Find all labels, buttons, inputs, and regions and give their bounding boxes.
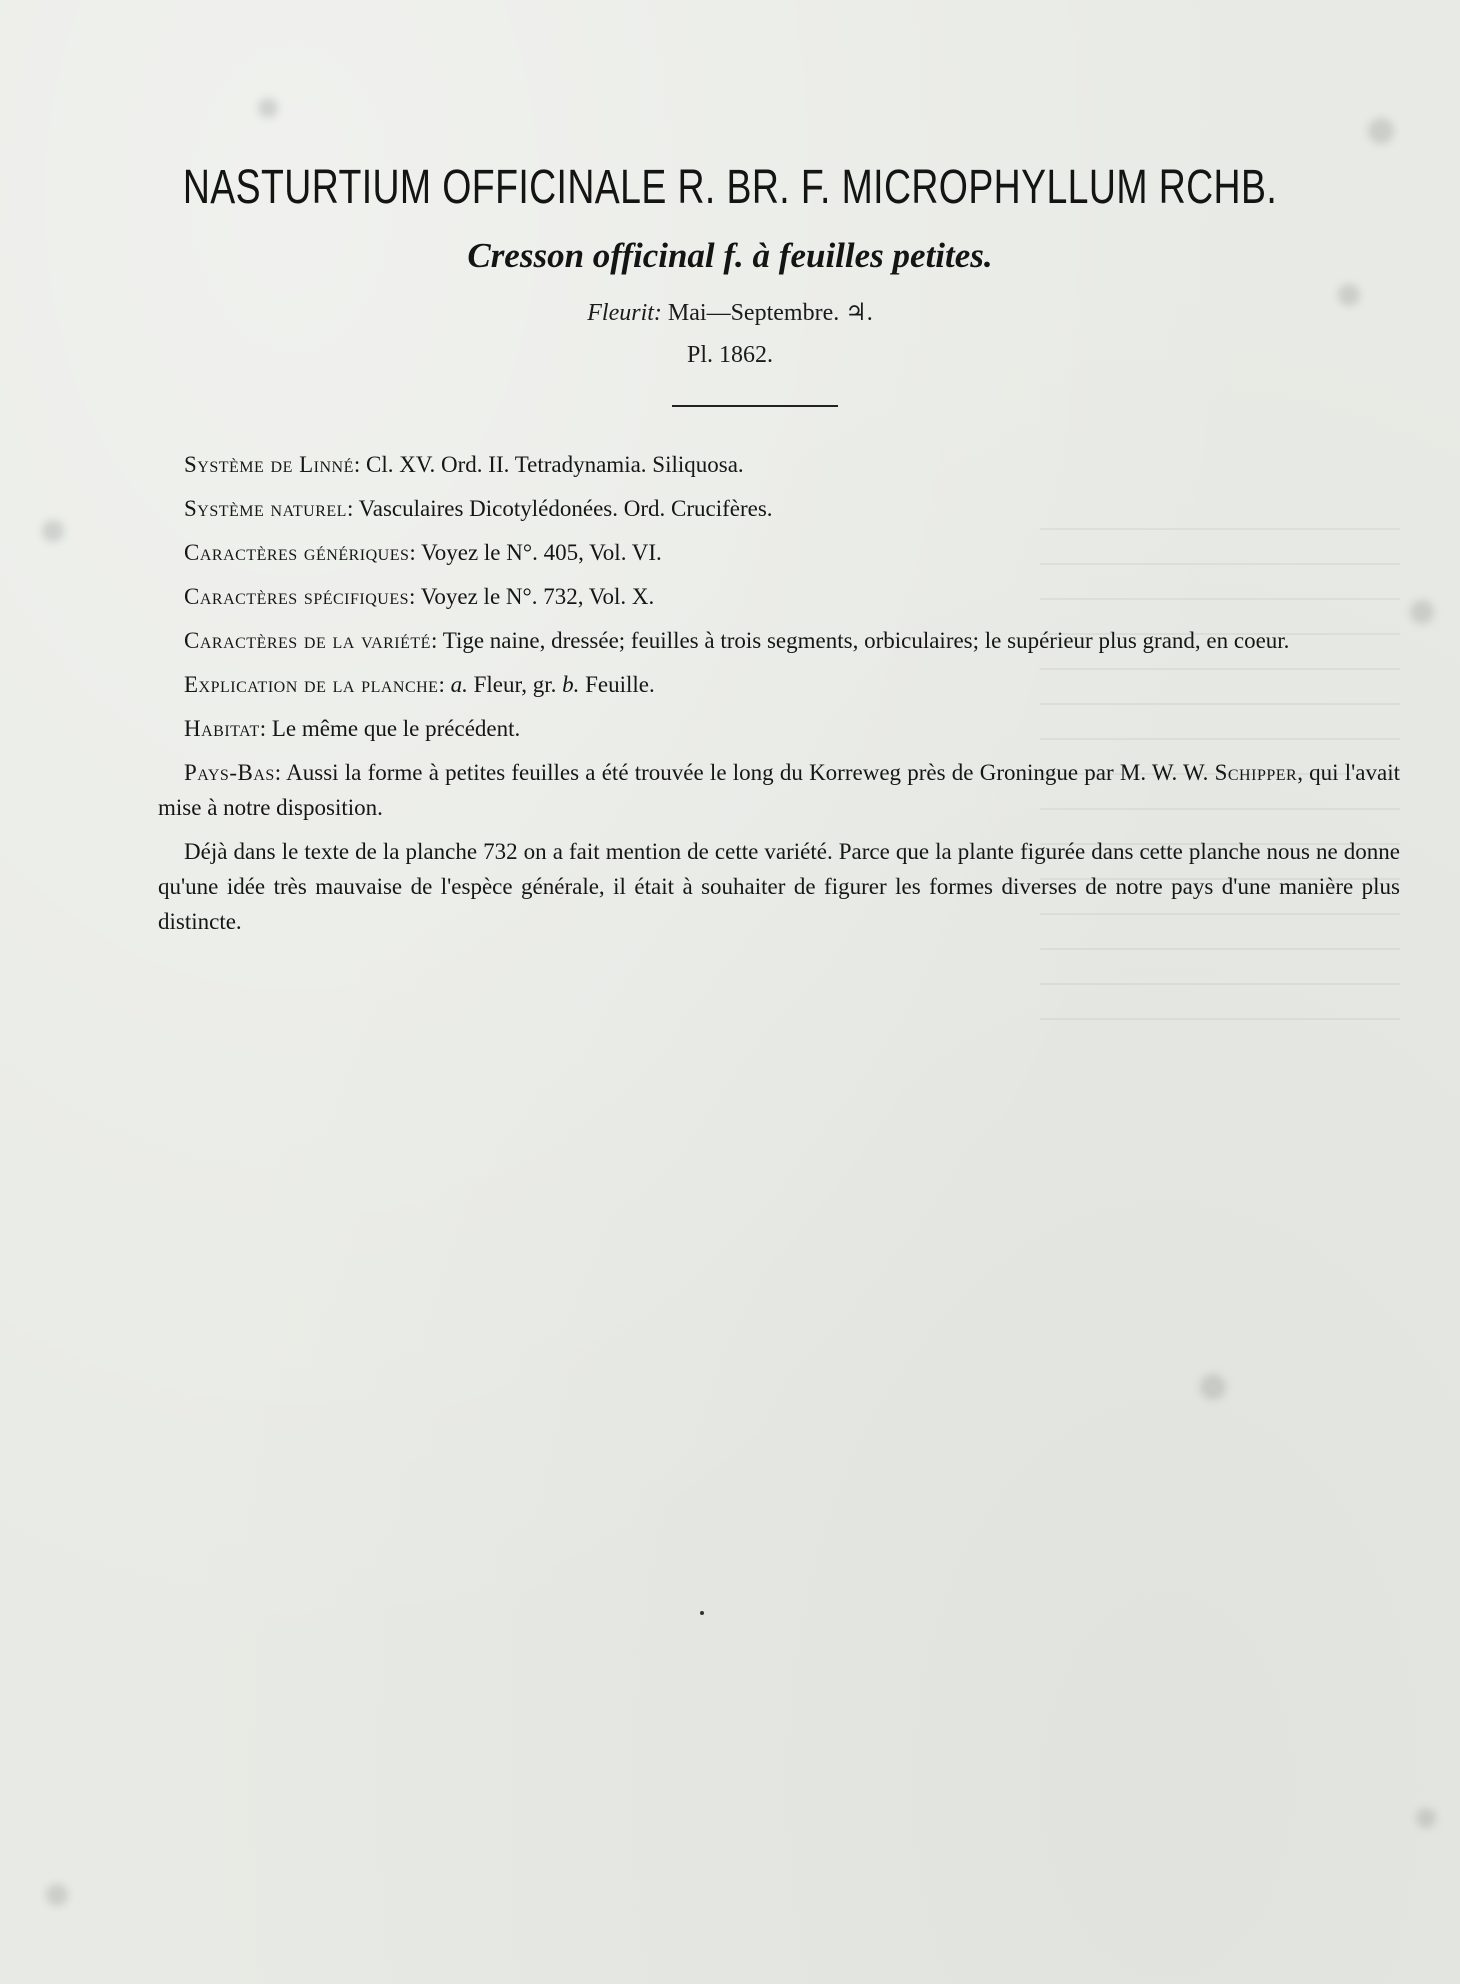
entry-text: Voyez le N°. 732, Vol. X. — [420, 584, 655, 609]
figure-b-text: Feuille. — [579, 672, 655, 697]
entry-label: Système naturel — [184, 496, 347, 521]
description-body — [158, 447, 1400, 948]
entry-label: Caractères spécifiques — [184, 584, 410, 609]
entry-explication — [184, 667, 1400, 702]
entry-variete — [158, 623, 1400, 658]
entry-label: Système de Linné — [184, 452, 354, 477]
entry-sep: : — [438, 672, 451, 697]
paper-spot — [46, 1884, 68, 1906]
entry-specifiques — [184, 579, 1400, 614]
collector-name: Schipper — [1214, 760, 1298, 785]
paper-spot — [1410, 600, 1434, 624]
entry-label: Explication de la planche — [184, 672, 439, 697]
page-subtitle: Cresson officinal f. à feuilles petites. — [467, 236, 993, 275]
entry-label: Caractères génériques — [184, 540, 410, 565]
figure-b-letter: b. — [562, 672, 580, 697]
entry-habitat — [184, 711, 1400, 746]
entry-sep: : — [409, 584, 421, 609]
paper-spot — [258, 98, 278, 118]
entry-text: Tige naine, dressée; feuilles à trois segments, orbiculaires; le supérieur plus grand, en coeur. — [442, 628, 1290, 653]
flowering-label: Fleurit: — [587, 300, 662, 326]
figure-a-text: Fleur, gr. — [467, 672, 563, 697]
entry-label: Pays-Bas — [184, 760, 275, 785]
entry-sep: : — [409, 540, 422, 565]
ink-dot — [700, 1611, 704, 1615]
paper-spot — [42, 520, 64, 542]
entry-label: Caractères de la variété — [184, 628, 431, 653]
entry-sep: : — [353, 452, 367, 477]
closing-paragraph: Déjà dans le texte de la planche 732 on a fait mention de cette variété. Parce que la plante figurée dans cette planche nous ne donne qu'une idée très mauvaise de l'espèce générale, il était à souhaiter de figurer les formes diverses de notre pays d'une manière plus distincte. — [158, 839, 1400, 934]
entry-label: Habitat — [184, 716, 260, 741]
entry-linne — [184, 447, 1400, 482]
flowering-value: Mai—Septembre. ♃. — [667, 300, 873, 326]
entry-paysbas — [158, 755, 1400, 825]
paper-spot — [1368, 118, 1394, 144]
entry-sep: : — [259, 716, 272, 741]
entry-sep: : — [274, 760, 287, 785]
entry-text: Le même que le précédent. — [271, 716, 521, 741]
entry-text: Voyez le N°. 405, Vol. VI. — [421, 540, 662, 565]
divider-rule — [672, 405, 838, 407]
plate-number: Pl. 1862. — [686, 342, 773, 368]
flowering-period — [0, 298, 1460, 327]
figure-a-letter: a. — [450, 672, 468, 697]
entry-sep: : — [430, 628, 443, 653]
entry-text: Vasculaires Dicotylédonées. Ord. Crucifères. — [358, 496, 773, 521]
entry-sep: : — [346, 496, 359, 521]
entry-text: , qui l'avait mise à notre disposition. — [158, 760, 1400, 820]
entry-text: Cl. XV. Ord. II. Tetradynamia. Siliquosa. — [366, 452, 744, 477]
entry-generiques — [184, 535, 1400, 570]
entry-naturel — [184, 491, 1400, 526]
paper-spot — [1200, 1374, 1226, 1400]
entry-text: Aussi la forme à petites feuilles a été trouvée le long du Korreweg près de Groningue par M. W. W. — [286, 760, 1215, 785]
page-title: NASTURTIUM OFFICINALE R. BR. F. MICROPHYLLUM RCHB. — [182, 161, 1278, 214]
paper-spot — [1416, 1808, 1436, 1828]
